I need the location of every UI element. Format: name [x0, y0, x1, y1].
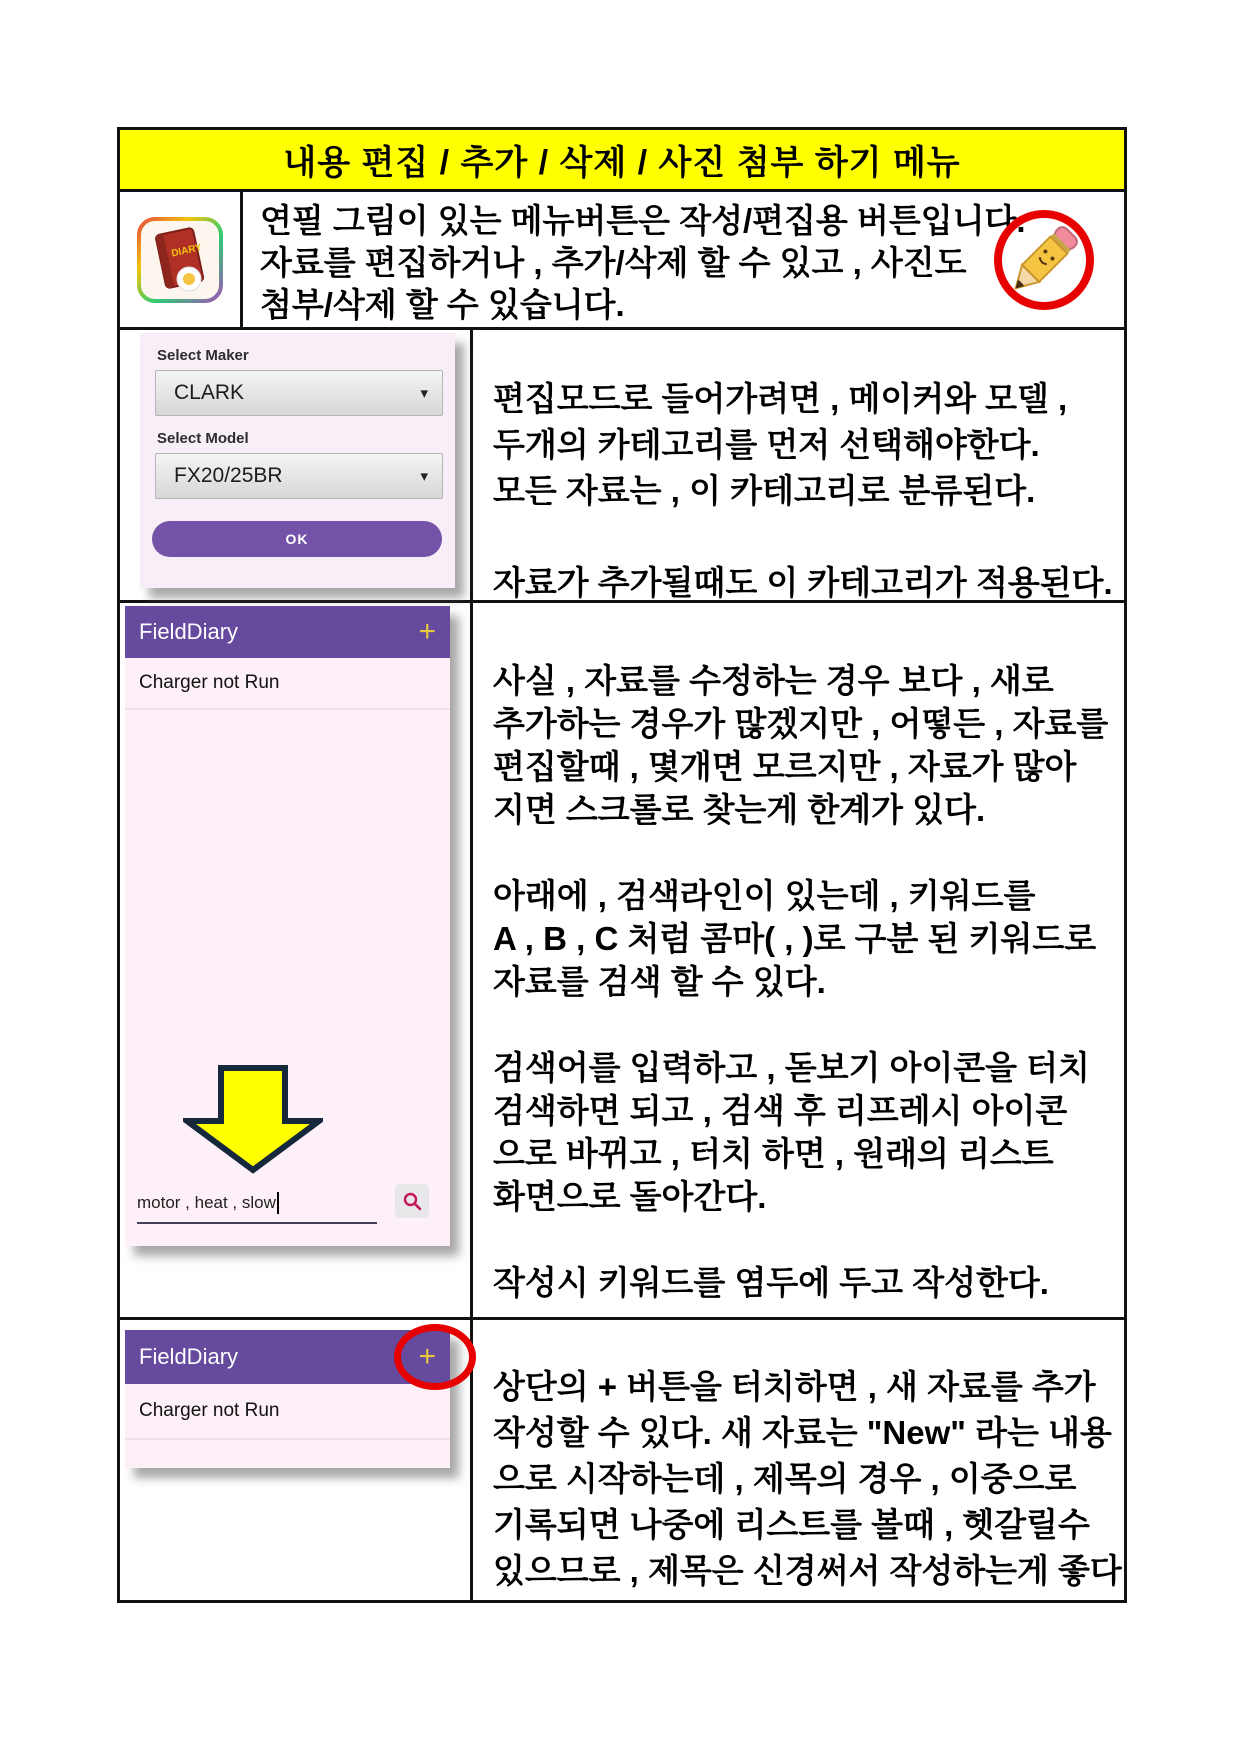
ok-button[interactable]: OK: [152, 521, 442, 557]
text-line: 상단의 + 버튼을 터치하면 , 새 자료를 추가: [493, 1368, 1096, 1405]
text-line: 작성시 키워드를 염두에 두고 작성한다.: [493, 1264, 1049, 1301]
text-line: A , B , C 처럼 콤마( , )로 구분 된 키워드로: [493, 920, 1097, 957]
list-screenshot-cell: [120, 603, 473, 1317]
text-line: 두개의 카테고리를 먼저 선택해야한다.: [493, 426, 1040, 463]
section-add: [120, 1320, 1124, 1600]
svg-text:DIARY: DIARY: [170, 241, 203, 259]
section1-text: [473, 330, 1124, 600]
list-separator: [125, 708, 450, 710]
document-table: [117, 127, 1127, 1603]
text-line: 자료가 추가될때도 이 카테고리가 적용된다.: [493, 564, 1113, 601]
chevron-down-icon: ▾: [420, 385, 428, 402]
app-title: FieldDiary: [139, 1344, 239, 1369]
fielddiary-add-screenshot: [125, 1330, 450, 1468]
text-line: 자료를 검색 할 수 있다.: [493, 963, 826, 1000]
text-line: 추가하는 경우가 많겠지만 , 어떻든 , 자료를: [493, 705, 1109, 742]
select-screenshot-cell: [120, 330, 473, 600]
app-title: FieldDiary: [139, 619, 239, 644]
fielddiary-screenshot: [125, 606, 450, 1246]
text-line: [493, 831, 1124, 874]
model-value: FX20/25BR: [174, 464, 283, 487]
text-line: 지면 스크롤로 찾는게 한계가 있다.: [493, 791, 986, 828]
text-line: 화면으로 돌아간다.: [493, 1178, 767, 1215]
diary-app-icon: [137, 217, 223, 303]
maker-value: CLARK: [174, 381, 245, 404]
app-icon-cell: [120, 192, 243, 327]
text-line: 기록되면 나중에 리스트를 볼때 , 헷갈릴수: [493, 1506, 1090, 1543]
down-arrow-icon: [183, 1064, 323, 1174]
text-line: 있으므로 , 제목은 신경써서 작성하는게 좋다: [493, 1552, 1122, 1589]
intro-line: 자료를 편집하거나 , 추가/삭제 할 수 있고 , 사진도: [260, 244, 967, 281]
section-select-category: [120, 330, 1124, 603]
text-cursor: [277, 1192, 279, 1214]
text-line: [493, 1003, 1124, 1046]
text-line: [493, 514, 1124, 560]
text-line: 편집할때 , 몇개면 모르지만 , 자료가 많아: [493, 748, 1077, 785]
intro-line: 첨부/삭제 할 수 있습니다.: [260, 286, 625, 323]
search-row: [137, 1184, 437, 1228]
text-line: [493, 1218, 1124, 1261]
list-item[interactable]: Charger not Run: [139, 1400, 280, 1421]
list-item[interactable]: Charger not Run: [139, 672, 280, 693]
section2-text: [473, 603, 1124, 1317]
maker-label: Select Maker: [157, 347, 249, 364]
text-line: 작성할 수 있다. 새 자료는 "New" 라는 내용: [493, 1414, 1112, 1451]
pencil-icon: [992, 208, 1096, 312]
select-panel-screenshot: [140, 333, 455, 588]
list-separator: [125, 1438, 450, 1440]
model-label: Select Model: [157, 430, 249, 447]
search-button[interactable]: [395, 1184, 429, 1218]
add-icon[interactable]: +: [418, 1340, 436, 1373]
intro-row: [120, 192, 1124, 330]
text-line: 아래에 , 검색라인이 있는데 , 키워드를: [493, 877, 1036, 914]
search-input[interactable]: [137, 1184, 377, 1224]
search-icon: [402, 1191, 422, 1211]
maker-dropdown[interactable]: [155, 370, 443, 416]
section-search: [120, 603, 1124, 1320]
text-line: 검색하면 되고 , 검색 후 리프레시 아이콘: [493, 1092, 1068, 1129]
model-dropdown[interactable]: [155, 453, 443, 499]
title-banner: [120, 130, 1124, 192]
text-line: 으로 바뀌고 , 터치 하면 , 원래의 리스트: [493, 1135, 1054, 1172]
text-line: 사실 , 자료를 수정하는 경우 보다 , 새로: [493, 662, 1054, 699]
fielddiary-header: [125, 606, 450, 658]
page-title: 내용 편집 / 추가 / 삭제 / 사진 첨부 하기 메뉴: [283, 144, 961, 182]
add-screenshot-cell: [120, 1320, 473, 1600]
text-line: 으로 시작하는데 , 제목의 경우 , 이중으로: [493, 1460, 1077, 1497]
section3-text: [473, 1320, 1124, 1600]
fielddiary-header: [125, 1330, 450, 1384]
intro-line: 연필 그림이 있는 메뉴버튼은 작성/편집용 버튼입니다.: [260, 202, 1026, 239]
intro-text: [260, 200, 1026, 326]
text-line: 모든 자료는 , 이 카테고리로 분류된다.: [493, 472, 1036, 509]
text-line: 편집모드로 들어가려면 , 메이커와 모델 ,: [493, 380, 1068, 417]
chevron-down-icon: ▾: [420, 468, 428, 485]
pencil-highlight: [992, 208, 1096, 312]
search-text: motor , heat , slow: [137, 1193, 276, 1212]
text-line: 검색어를 입력하고 , 돋보기 아이콘을 터치: [493, 1049, 1090, 1086]
add-icon[interactable]: +: [418, 615, 436, 648]
